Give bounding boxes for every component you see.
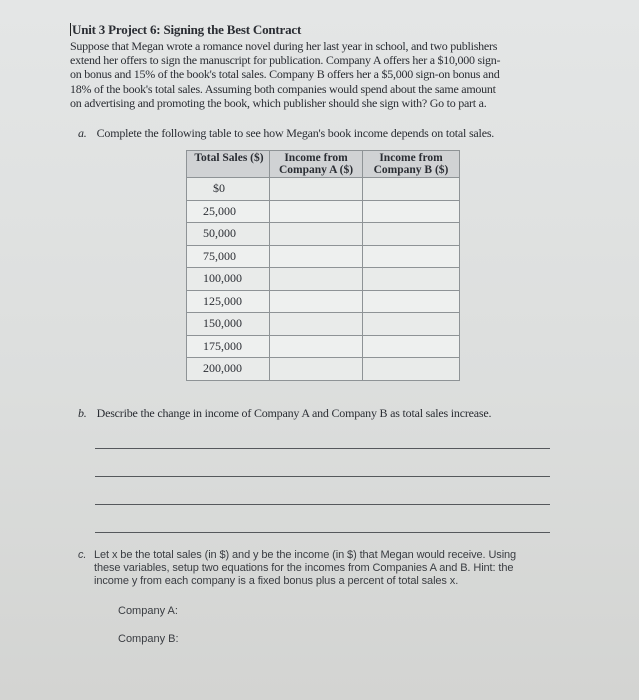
header-total-sales: Total Sales ($) (187, 151, 270, 178)
part-c-letter: c. (78, 549, 87, 561)
total-sales-cell: 200,000 (187, 358, 270, 381)
income-b-cell[interactable] (363, 178, 460, 201)
income-a-cell[interactable] (270, 178, 363, 201)
answer-line[interactable] (95, 532, 550, 533)
table-row (187, 268, 460, 291)
intro-line: on advertising and promoting the book, which publisher should she sign with? Go to part a. (70, 95, 487, 110)
part-c-line: these variables, setup two equations for the incomes from Companies A and B. Hint: the (94, 562, 514, 574)
part-c-line: Let x be the total sales (in $) and y be the income (in $) that Megan would receive. Using (94, 549, 517, 561)
income-table (186, 150, 460, 381)
income-a-cell[interactable] (270, 223, 363, 246)
table-row (187, 313, 460, 336)
intro-paragraph (70, 39, 570, 110)
total-sales-cell: 100,000 (187, 268, 270, 291)
total-sales-cell: 125,000 (187, 290, 270, 313)
answer-line[interactable] (95, 448, 550, 449)
intro-line: on bonus and 15% of the book's total sales. Company B offers her a $5,000 sign-on bonus and (70, 67, 500, 82)
table-row (187, 335, 460, 358)
part-a-text: Complete the following table to see how Megan's book income depends on total sales. (96, 126, 495, 140)
intro-line: 18% of the book's total sales. Assuming both companies would spend about the same amount (70, 81, 496, 96)
total-sales-cell: $0 (187, 178, 270, 201)
total-sales-cell: 50,000 (187, 223, 270, 246)
total-sales-cell: 25,000 (187, 200, 270, 223)
part-b-prompt (78, 406, 491, 421)
income-a-cell[interactable] (270, 268, 363, 291)
table-row (187, 200, 460, 223)
part-b-text: Describe the change in income of Company A and Company B as total sales increase. (96, 406, 492, 420)
income-a-cell[interactable] (270, 335, 363, 358)
table-row (187, 245, 460, 268)
income-a-cell[interactable] (270, 290, 363, 313)
table-row (187, 358, 460, 381)
company-b-label: Company B: (118, 633, 179, 645)
header-income-b: Income from Company B ($) (363, 151, 460, 178)
answer-line[interactable] (95, 504, 550, 505)
income-b-cell[interactable] (363, 245, 460, 268)
income-b-cell[interactable] (363, 358, 460, 381)
answer-line[interactable] (95, 476, 550, 477)
part-c-line: income y from each company is a fixed bonus plus a percent of total sales x. (94, 575, 459, 587)
income-b-cell[interactable] (363, 290, 460, 313)
part-a-letter: a. (78, 126, 87, 140)
table-row (187, 178, 460, 201)
income-b-cell[interactable] (363, 200, 460, 223)
total-sales-cell: 75,000 (187, 245, 270, 268)
income-a-cell[interactable] (270, 358, 363, 381)
page-title: Unit 3 Project 6: Signing the Best Contract (72, 22, 302, 37)
header-income-a: Income from Company A ($) (270, 151, 363, 178)
total-sales-cell: 150,000 (187, 313, 270, 336)
income-b-cell[interactable] (363, 268, 460, 291)
table-header-row (187, 151, 460, 178)
total-sales-cell: 175,000 (187, 335, 270, 358)
income-a-cell[interactable] (270, 245, 363, 268)
table-row (187, 223, 460, 246)
income-a-cell[interactable] (270, 200, 363, 223)
income-b-cell[interactable] (363, 223, 460, 246)
intro-line: extend her offers to sign the manuscript for publication. Company A offers her a $10,000 sign- (70, 53, 501, 68)
intro-line: Suppose that Megan wrote a romance novel during her last year in school, and two publishers (70, 39, 498, 53)
part-b-letter: b. (78, 406, 87, 420)
income-a-cell[interactable] (270, 313, 363, 336)
part-a-prompt (78, 126, 494, 141)
income-b-cell[interactable] (363, 313, 460, 336)
text-cursor (70, 23, 71, 36)
company-a-label: Company A: (118, 605, 178, 617)
income-b-cell[interactable] (363, 335, 460, 358)
table-row (187, 290, 460, 313)
